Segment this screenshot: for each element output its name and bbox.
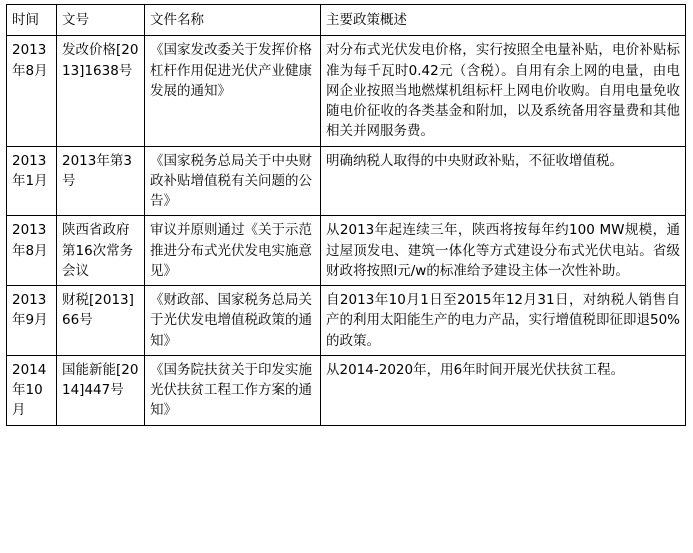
cell-description: 自2013年10月1日至2015年12月31日，对纳税人销售自产的利用太阳能生产的电力产品，实行增值税即征即退50%的政策。 [321,286,686,356]
cell-time: 2014年10月 [7,355,57,425]
cell-time: 2013年9月 [7,286,57,356]
table-row [7,216,686,286]
column-header-description [321,5,686,36]
table-row [7,355,686,425]
cell-doc-no: 财税[2013]66号 [57,286,145,356]
cell-file-name: 《财政部、国家税务总局关于光伏发电增值税政策的通知》 [145,286,321,356]
cell-file-name: 《国家税务总局关于中央财政补贴增值税有关问题的公告》 [145,146,321,216]
column-header-time-label: 时间 [12,12,39,28]
cell-doc-no: 发改价格[2013]1638号 [57,36,145,146]
cell-time: 2013年8月 [7,216,57,286]
column-header-description-label: 主要政策概述 [326,12,407,28]
table-header-row [7,5,686,36]
table-row [7,146,686,216]
policy-table [6,4,686,426]
cell-description: 明确纳税人取得的中央财政补贴，不征收增值税。 [321,146,686,216]
cell-time: 2013年1月 [7,146,57,216]
cell-doc-no: 2013年第3号 [57,146,145,216]
column-header-file-name-label: 文件名称 [150,12,204,28]
column-header-time [7,5,57,36]
cell-file-name: 审议并原则通过《关于示范推进分布式光伏发电实施意见》 [145,216,321,286]
cell-doc-no: 陕西省政府第16次常务会议 [57,216,145,286]
column-header-file-name [145,5,321,36]
column-header-doc-no [57,5,145,36]
table-row [7,286,686,356]
cell-time: 2013年8月 [7,36,57,146]
cell-description: 从2013年起连续三年，陕西将按每年约100 MW规模，通过屋顶发电、建筑一体化等方式建设分布式光伏电站。省级财政将按照l元/w的标准给予建设主体一次性补助。 [321,216,686,286]
table-row [7,36,686,146]
cell-file-name: 《国务院扶贫关于印发实施光伏扶贫工程工作方案的通知》 [145,355,321,425]
cell-description: 对分布式光伏发电价格，实行按照全电量补贴，电价补贴标准为每千瓦时0.42元（含税）。自用有余上网的电量，由电网企业按照当地燃煤机组标杆上网电价收购。自用电量免收随电价征收的各类基金和附加，以及系统备用容量费和其他相关并网服务费。 [321,36,686,146]
cell-doc-no: 国能新能[2014]447号 [57,355,145,425]
column-header-doc-no-label: 文号 [62,12,89,28]
cell-description: 从2014-2020年，用6年时间开展光伏扶贫工程。 [321,355,686,425]
cell-file-name: 《国家发改委关于发挥价格杠杆作用促进光伏产业健康发展的通知》 [145,36,321,146]
